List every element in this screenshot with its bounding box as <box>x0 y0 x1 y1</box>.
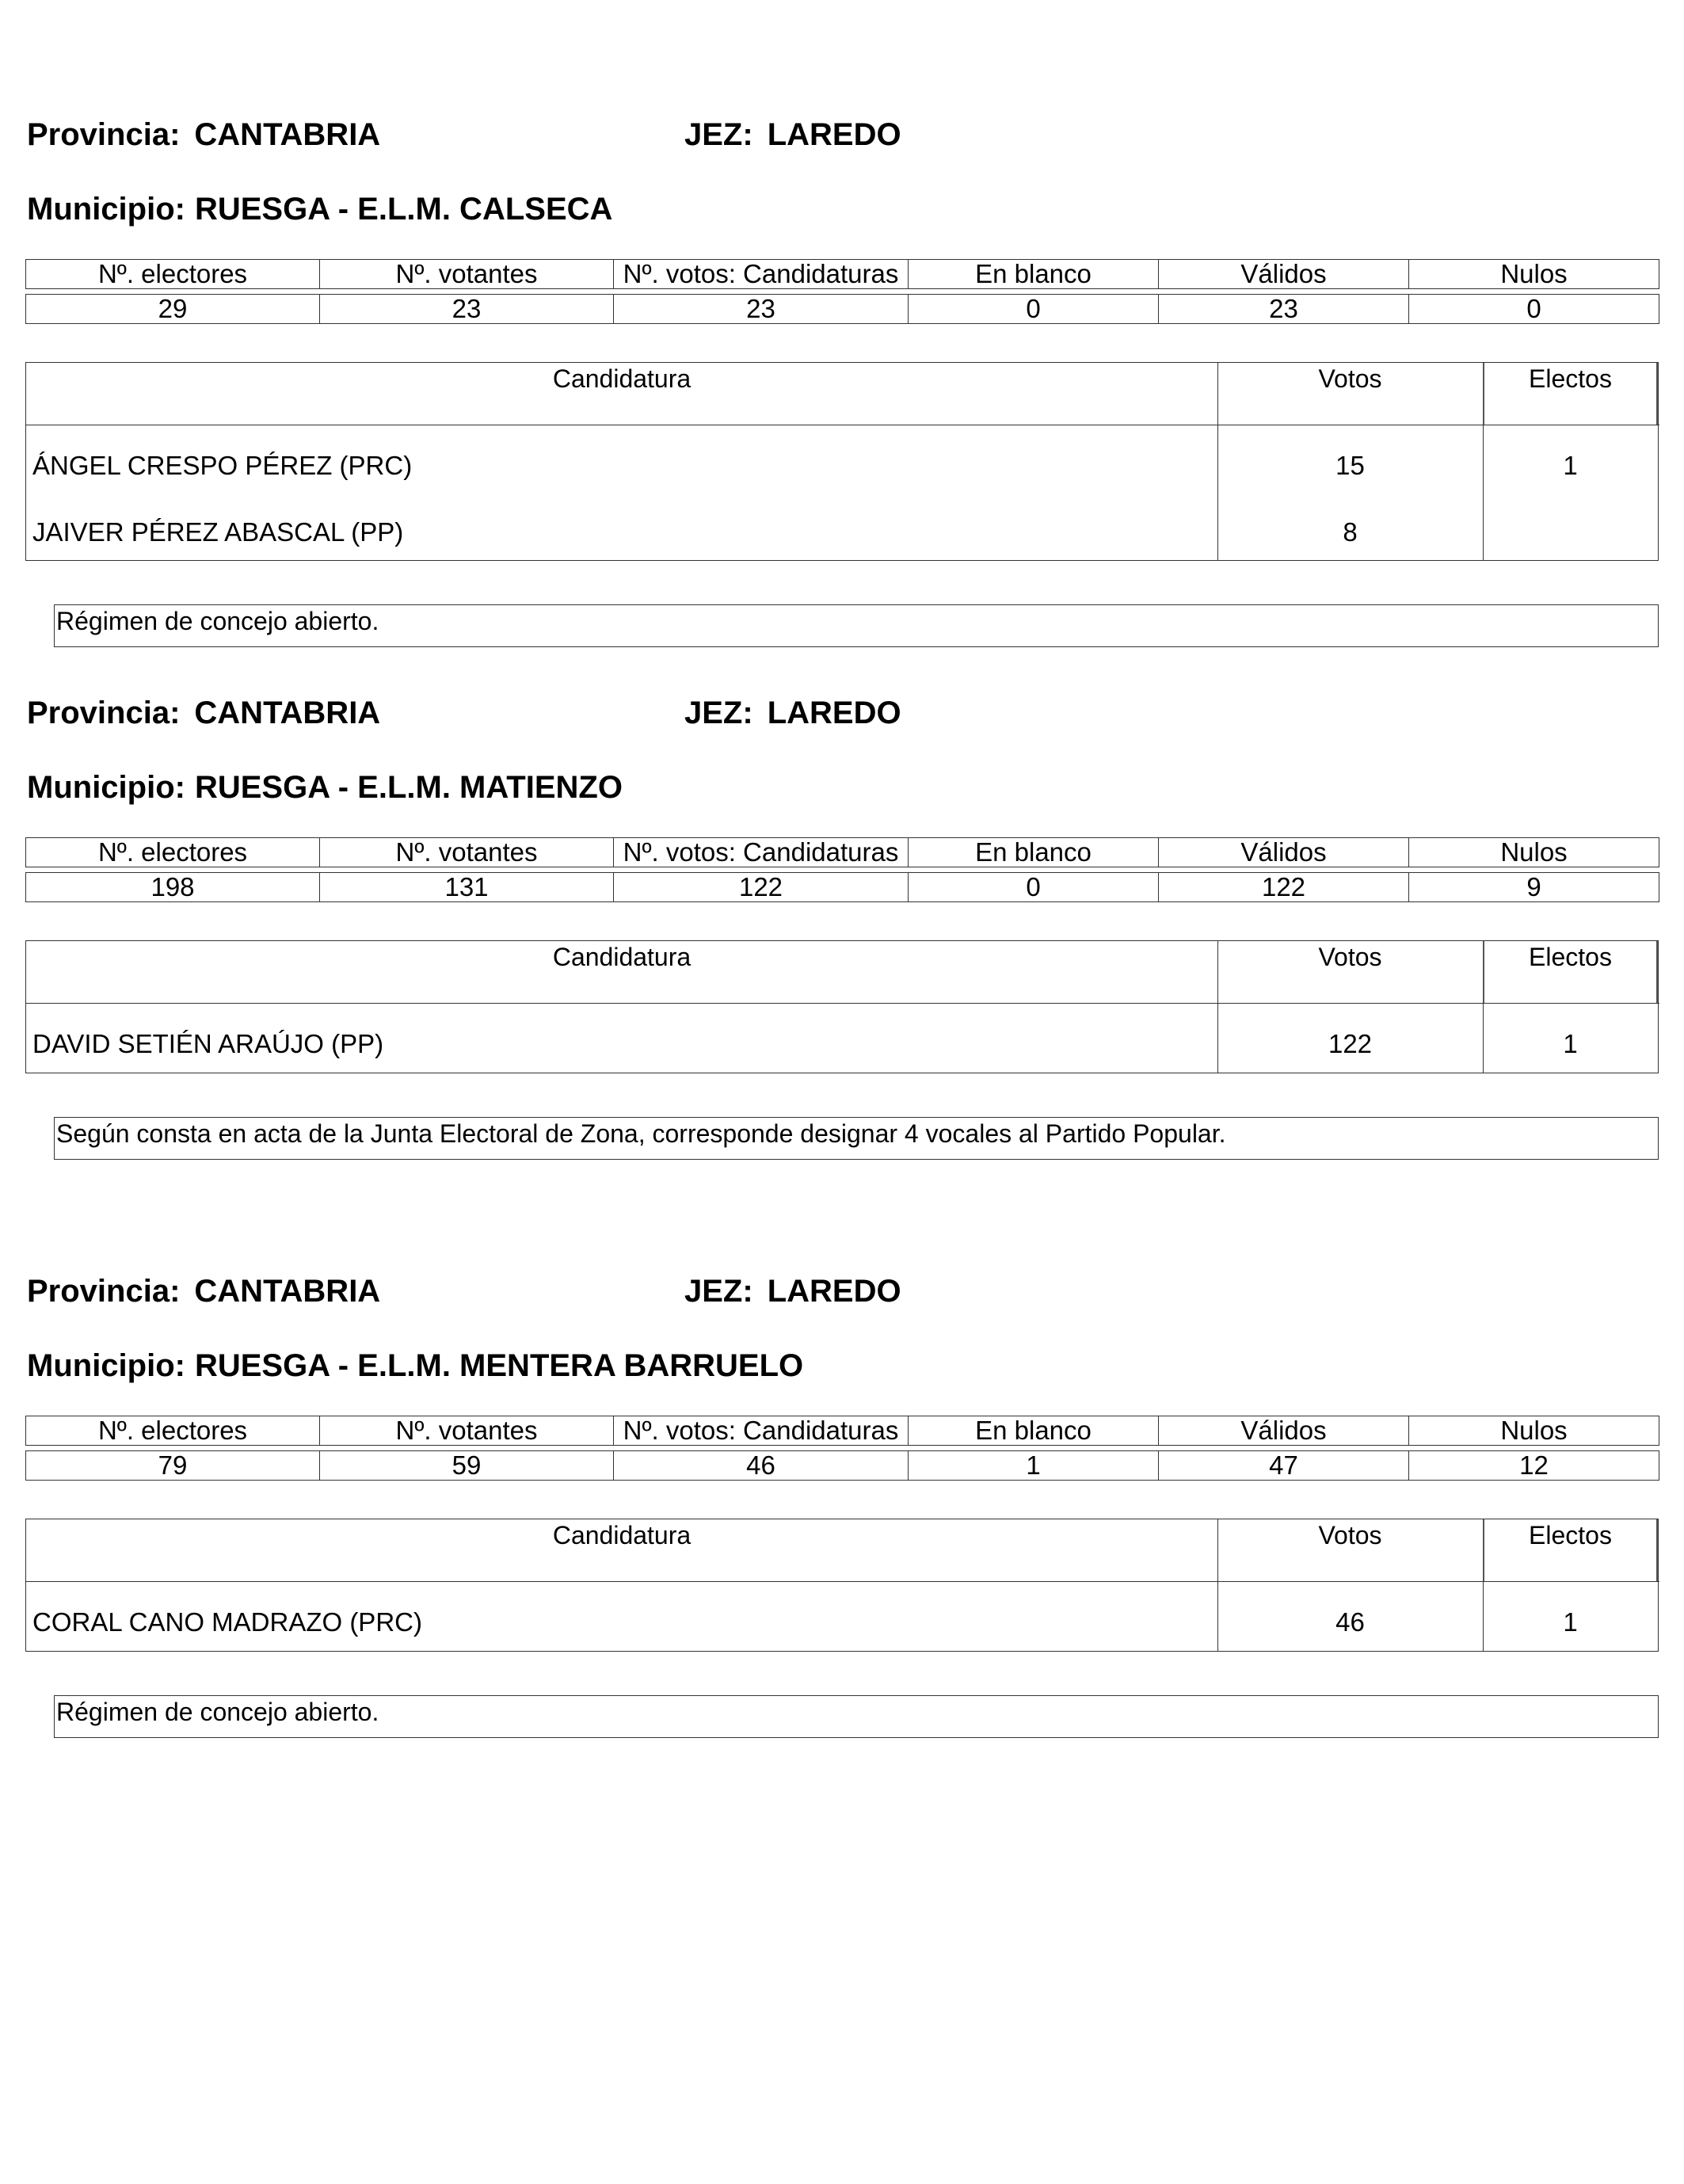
jez-value: LAREDO <box>767 696 901 730</box>
stats-values-table <box>25 294 1659 324</box>
stats-value-cell: 131 <box>320 873 614 902</box>
stats-header-cell: Nº. votantes <box>320 260 614 289</box>
candidate-votes: 122 <box>1328 1029 1373 1058</box>
provincia-label: Provincia: <box>27 1274 181 1309</box>
stats-header-cell: Nº. votantes <box>320 1416 614 1446</box>
stats-value-cell: 0 <box>909 295 1159 324</box>
municipio-line <box>27 768 623 806</box>
candidate-name: ÁNGEL CRESPO PÉREZ (PRC) <box>32 451 413 480</box>
stats-value-cell: 23 <box>614 295 909 324</box>
stats-header-cell: Nº. votos: Candidaturas <box>614 260 909 289</box>
electos-header: Electos <box>1529 364 1612 393</box>
note-box: Régimen de concejo abierto. <box>54 1695 1659 1738</box>
provincia-label: Provincia: <box>27 117 181 152</box>
municipio-line <box>27 190 612 228</box>
stats-value-cell: 9 <box>1409 873 1659 902</box>
votos-header: Votos <box>1318 364 1382 393</box>
candidate-votes: 8 <box>1343 517 1358 547</box>
stats-table <box>25 1416 1659 1446</box>
candidate-electos: 1 <box>1563 451 1578 480</box>
stats-header-cell: Nº. electores <box>26 260 320 289</box>
stats-header-cell: Nº. votantes <box>320 838 614 867</box>
municipio-label: Municipio: <box>27 192 185 227</box>
candidatura-header: Candidatura <box>552 364 692 393</box>
stats-value-cell: 23 <box>320 295 614 324</box>
municipio-value: RUESGA - E.L.M. MATIENZO <box>194 770 623 805</box>
stats-value-row <box>26 1451 1659 1481</box>
votos-header: Votos <box>1318 943 1382 971</box>
provincia-label: Provincia: <box>27 696 181 730</box>
candidates-table <box>25 1519 1659 1652</box>
candidate-electos: 1 <box>1563 1029 1578 1058</box>
candidate-electos: 1 <box>1563 1607 1578 1637</box>
candidates-table <box>25 940 1659 1073</box>
stats-values-table <box>25 872 1659 902</box>
note-box: Régimen de concejo abierto. <box>54 604 1659 647</box>
jez-line <box>684 1272 901 1310</box>
municipio-value: RUESGA - E.L.M. MENTERA BARRUELO <box>194 1348 804 1383</box>
electos-header: Electos <box>1529 1521 1612 1549</box>
stats-value-cell: 0 <box>909 873 1159 902</box>
jez-label: JEZ: <box>684 1274 753 1309</box>
stats-header-cell: Válidos <box>1159 260 1409 289</box>
stats-value-cell: 12 <box>1409 1451 1659 1481</box>
stats-header-row <box>26 1416 1659 1446</box>
jez-line <box>684 116 901 154</box>
municipio-label: Municipio: <box>27 1348 185 1383</box>
stats-value-cell: 122 <box>614 873 909 902</box>
stats-header-cell: Nulos <box>1409 838 1659 867</box>
candidatura-header: Candidatura <box>552 943 692 971</box>
stats-header-cell: Nº. electores <box>26 1416 320 1446</box>
stats-table <box>25 259 1659 289</box>
stats-header-cell: En blanco <box>909 260 1159 289</box>
stats-header-row <box>26 260 1659 289</box>
provincia-value: CANTABRIA <box>194 117 381 152</box>
stats-header-cell: Nº. votos: Candidaturas <box>614 838 909 867</box>
candidate-votes: 46 <box>1335 1607 1365 1637</box>
municipio-value: RUESGA - E.L.M. CALSECA <box>194 192 613 227</box>
stats-header-cell: Nulos <box>1409 1416 1659 1446</box>
candidatura-header: Candidatura <box>552 1521 692 1549</box>
candidate-name: DAVID SETIÉN ARAÚJO (PP) <box>32 1029 384 1058</box>
candidates-table <box>25 362 1659 561</box>
stats-header-cell: Válidos <box>1159 838 1409 867</box>
stats-value-cell: 1 <box>909 1451 1159 1481</box>
provincia-line <box>27 116 380 154</box>
provincia-line <box>27 694 380 732</box>
stats-header-row <box>26 838 1659 867</box>
note-box: Según consta en acta de la Junta Electoral de Zona, corresponde designar 4 vocales al Partido Popular. <box>54 1117 1659 1160</box>
jez-line <box>684 694 901 732</box>
electos-header: Electos <box>1529 943 1612 971</box>
candidate-name: JAIVER PÉREZ ABASCAL (PP) <box>32 517 404 547</box>
stats-value-cell: 23 <box>1159 295 1409 324</box>
stats-value-cell: 122 <box>1159 873 1409 902</box>
provincia-line <box>27 1272 380 1310</box>
jez-label: JEZ: <box>684 696 753 730</box>
stats-header-cell: En blanco <box>909 838 1159 867</box>
provincia-value: CANTABRIA <box>194 696 381 730</box>
candidate-name: CORAL CANO MADRAZO (PRC) <box>32 1607 422 1637</box>
stats-table <box>25 837 1659 867</box>
votos-header: Votos <box>1318 1521 1382 1549</box>
stats-header-cell: Válidos <box>1159 1416 1409 1446</box>
stats-value-row <box>26 873 1659 902</box>
stats-value-cell: 46 <box>614 1451 909 1481</box>
stats-values-table <box>25 1450 1659 1481</box>
stats-value-cell: 0 <box>1409 295 1659 324</box>
stats-value-row <box>26 295 1659 324</box>
municipio-line <box>27 1347 803 1385</box>
candidate-votes: 15 <box>1335 451 1365 480</box>
municipio-label: Municipio: <box>27 770 185 805</box>
stats-value-cell: 59 <box>320 1451 614 1481</box>
jez-label: JEZ: <box>684 117 753 152</box>
stats-header-cell: Nº. electores <box>26 838 320 867</box>
jez-value: LAREDO <box>767 1274 901 1309</box>
stats-header-cell: En blanco <box>909 1416 1159 1446</box>
jez-value: LAREDO <box>767 117 901 152</box>
stats-header-cell: Nº. votos: Candidaturas <box>614 1416 909 1446</box>
stats-value-cell: 29 <box>26 295 320 324</box>
stats-header-cell: Nulos <box>1409 260 1659 289</box>
provincia-value: CANTABRIA <box>194 1274 381 1309</box>
stats-value-cell: 79 <box>26 1451 320 1481</box>
stats-value-cell: 198 <box>26 873 320 902</box>
stats-value-cell: 47 <box>1159 1451 1409 1481</box>
